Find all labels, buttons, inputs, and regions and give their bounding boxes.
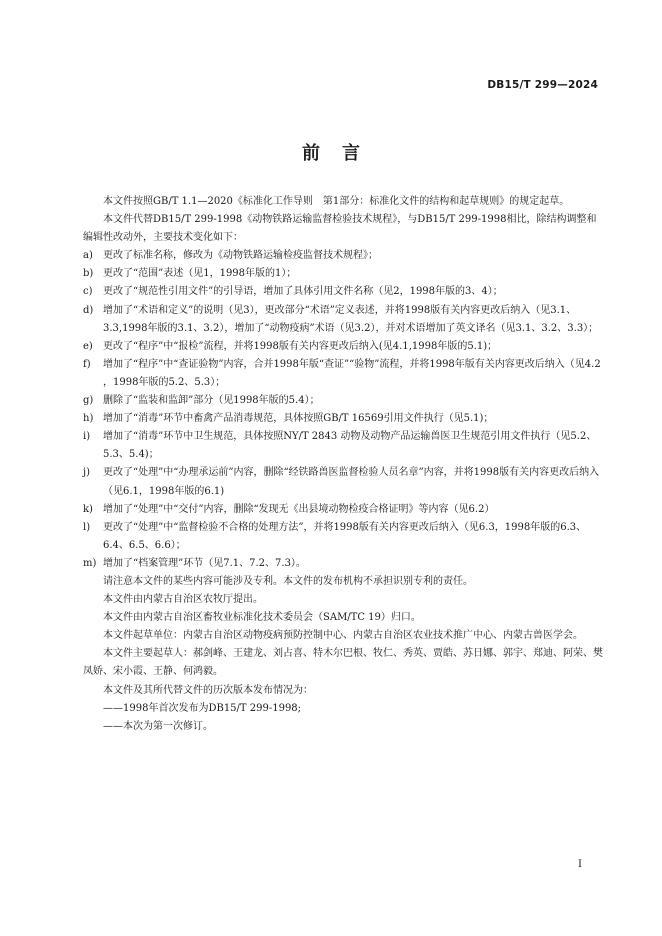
list-item xyxy=(83,555,603,573)
committee-paragraph: 本文件由内蒙古自治区畜牧业标准化技术委员会（SAM/TC 19）归口。 xyxy=(103,612,421,624)
list-item xyxy=(83,464,603,500)
drafters-paragraph: 本文件主要起草人：郝剑峰、王建龙、刘占喜、特木尔巴根、牧仁、秀英、贾皓、苏日娜、郭宇、郑迪、阿荣、樊凤娇、宋小霞、王静、何鸿毅。 xyxy=(83,648,603,678)
list-item xyxy=(83,392,603,410)
list-item xyxy=(83,283,603,301)
foreword-body xyxy=(83,193,603,736)
history-intro: 本文件及其所代替文件的历次版本发布情况为： xyxy=(103,684,313,696)
list-marker: e) xyxy=(83,340,93,352)
list-item xyxy=(83,265,603,283)
list-marker: i) xyxy=(83,431,91,443)
list-marker: f) xyxy=(83,358,91,370)
list-item-text: 更改了“规范性引用文件”的引导语，增加了具体引用文件名称（见2，1998年版的3、4）； xyxy=(103,286,503,298)
list-item-text: 更改了“范围”表述（见1，1998年版的1）； xyxy=(103,268,297,280)
intro-paragraph: 本文件代替DB15/T 299-1998《动物铁路运输监督检验技术规程》，与DB15/T 299-1998相比，除结构调整和编辑性改动外，主要技术变化如下： xyxy=(83,214,597,244)
list-marker: d) xyxy=(83,304,94,316)
list-item xyxy=(83,519,603,555)
list-item xyxy=(83,501,603,519)
list-marker: l) xyxy=(83,521,91,533)
list-item-text: 增加了“消毒”环节中畜禽产品消毒规范，具体按照GB/T 16569引用文件执行（见5.1)； xyxy=(103,413,494,425)
list-marker: m) xyxy=(83,557,97,569)
document-code: DB15/T 299—2024 xyxy=(487,79,598,91)
list-marker: a) xyxy=(83,250,93,262)
list-item-text: 增加了“消毒”环节中卫生规范，具体按照NY/T 2843 动物及动物产品运输兽医卫生规范引用文件执行（见5.2、5.3、5.4)； xyxy=(103,431,597,461)
list-item-text: 增加了“术语和定义”的说明（见3），更改部分“术语”定义表述，并将1998版有关内容更改后纳入（见3.1、3.3,1998年版的3.1、3.2），增加了“动物疫病”术语（见3.2），并对术语增加了英文译名（见3.1、3.2、3.3）； xyxy=(103,304,599,334)
changes-list xyxy=(83,247,603,573)
page-title: 前言 xyxy=(302,143,382,164)
intro-paragraph: 本文件按照GB/T 1.1—2020《标准化工作导则 第1部分：标准化文件的结构和起草规则》的规定起草。 xyxy=(103,196,570,207)
list-item xyxy=(83,302,603,338)
list-marker: g) xyxy=(83,395,94,407)
history-item: ——1998年首次发布为DB15/T 299-1998; xyxy=(103,702,302,714)
list-item xyxy=(83,410,603,428)
list-item-text: 增加了“程序”中“查证验物”内容，合并1998年版“查证”“验物”流程，并将1998年版有关内容更改后纳入（见4.2 ，1998年版的5.2、5.3）； xyxy=(103,358,601,388)
list-item-text: 更改了“处理”中“办理承运前”内容，删除“经铁路兽医监督检验人员名章”内容，并将1998版有关内容更改后纳入（见6.1，1998年版的6.1) xyxy=(103,467,600,497)
list-item xyxy=(83,356,603,392)
list-marker: h) xyxy=(83,413,94,425)
list-item xyxy=(83,338,603,356)
list-marker: j) xyxy=(83,467,91,479)
list-item-text: 增加了“档案管理”环节（见7.1、7.2、7.3）。 xyxy=(103,557,306,569)
history-item: ——本次为第一次修订。 xyxy=(103,720,213,732)
list-item-text: 更改了“程序”中“报检”流程，并将1998版有关内容更改后纳入(见4.1,1998年版的5.1)； xyxy=(103,340,498,352)
page-number: I xyxy=(578,859,582,870)
list-item-text: 更改了标准名称，修改为《动物铁路运输检疫监督技术规程》； xyxy=(103,250,378,262)
patent-notice: 请注意本文件的某些内容可能涉及专利。本文件的发布机构不承担识别专利的责任。 xyxy=(103,575,473,587)
list-item-text: 删除了“监装和监卸”部分（见1998年版的5.4）； xyxy=(103,395,320,407)
drafting-units-paragraph: 本文件起草单位：内蒙古自治区动物疫病预防控制中心、内蒙古自治区农业技术推广中心、内蒙古兽医学会。 xyxy=(103,630,583,642)
list-item xyxy=(83,428,603,464)
list-marker: b) xyxy=(83,268,94,280)
list-item-text: 更改了“处理”中“监督检验不合格的处理方法”，并将1998版有关内容更改后纳入（见6.3，1998年版的6.3、6.4、6.5、6.6）； xyxy=(103,521,587,551)
list-item xyxy=(83,247,603,265)
list-item-text: 增加了“处理”中“交付”内容，删除“发现无《出县境动物检疫合格证明》等内容（见6.2） xyxy=(103,503,495,515)
list-marker: k) xyxy=(83,503,93,515)
list-marker: c) xyxy=(83,286,93,298)
proposer-paragraph: 本文件由内蒙古自治区农牧厅提出。 xyxy=(103,594,263,606)
